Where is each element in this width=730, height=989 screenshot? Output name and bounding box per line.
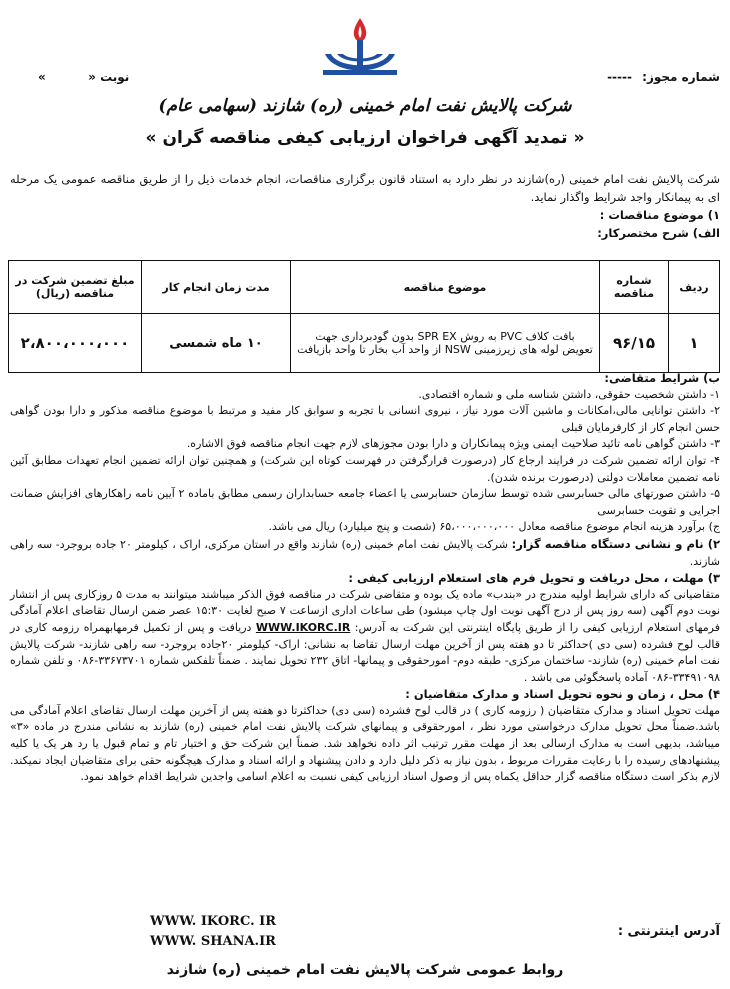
cell-duration: ۱۰ ماه شمسی [142,314,291,373]
subject-line-2: تعویض لوله های زیرزمینی NSW از واحد آب بخار تا واحد بازیافت [297,343,593,356]
condition-item-2: ۲- داشتن توانایی مالی،امکانات و ماشین آلات مورد نیاز ، نیروی انسانی با تجربه و سوابق کار مفید و مرتبط با موضوع مناقصه مذکور و دارا بودن گواهی حسن انجام کار از کارفرمایان قبلی [10,404,720,434]
intro-section [10,170,720,242]
round-label: نوبت « [88,70,130,84]
website-address-label: آدرس اینترنتی : [617,924,720,939]
col-header-subject: موضوع مناقصه [291,261,600,314]
section4-heading: ۴) محل ، زمان و نحوه تحویل اسناد و مدارک متقاضیان : [405,687,720,702]
cell-row: ۱ [669,314,720,373]
permit-value: ----- [607,70,632,84]
permit-label: شماره مجوز: [642,70,720,84]
condition-item-3: ۳- داشتن گواهی نامه تائید صلاحیت ایمنی ویژه پیمانکاران و دارا بودن مجوزهای لازم جهت انجام مناقصه فوق الاشاره. [186,437,720,451]
col-header-guarantee: مبلغ تضمین شرکت در مناقصه (ریال) [9,261,142,314]
page-title: « تمدید آگهی فراخوان ارزیابی کیفی مناقصه گران » [145,128,585,148]
intro-text: شرکت پالایش نفت امام خمینی (ره)شازند در نظر دارد به استناد قانون برگزاری مناقصات، انجام خدمات ذیل را از طریق مناقصه عمومی یک مرحله ای به پیمانکار واجد شرایط واگذار نماید. [10,172,720,204]
section3-text-before: متقاضیانی که دارای شرایط اولیه مندرج در «بندب» ماده یک بوده و متقاضی شرکت در مناقصه فوق الذکر میباشند میتوانند به مدت ۵ روزکاری پس از انتشار نوبت دوم آگهی (سه روز پس از درج آگهی نوبت اول چاپ میشود) طی ساعات اداری ازساعت ۷ صبح لغایت ۱۵:۳۰ عصر ضمن ارسال تقاضای اعلام آمادگی فرمهای استعلام ارزیابی کیفی را از طریق پایگاه اینترنتی این شرکت به آدرس: [10,587,721,634]
section3-text-after: دریافت و پس از تکمیل فرمهابهمراه رزومه کاری در قالب لوح فشرده (سی دی )حداکثر تا دو هفته پس از آخرین مهلت ارسال تقاضا به نشانی: اراک- کیلومتر ۲۰جاده بروجرد- سه راهی شازند- شرکت پالایش نفت امام خمینی (ره) شازند- ساختمان مرکزی- طبقه دوم- امورحقوقی و پیمانها- اتاق ۲۳۲ تحویل نمایند . ضمناً تلفکس شماره ۳۳۶۷۳۷۰۱-۰۸۶ و تلفن شماره ۳۳۴۹۱۰۹۸-۰۸۶ آماده پاسخگوئی می باشد . [10,620,720,684]
section1-heading: ۱) موضوع مناقصات : [599,208,720,222]
cell-subject [291,314,600,373]
cost-estimate: ج) برآورد هزینه انجام موضوع مناقصه معادل ۶۵،۰۰۰،۰۰۰،۰۰۰ (شصت و پنج میلیارد) ریال می باشد. [268,520,720,534]
conditions-heading: ب) شرایط متقاضی: [604,371,720,385]
company-name: شرکت پالایش نفت امام خمینی (ره) شازند (سهامی عام) [158,96,572,116]
subject-line-1: بافت کلاف PVC به روش SPR EX بدون گودبرداری جهت [315,330,575,343]
section3-heading: ۳) مهلت ، محل دریافت و تحویل فرم های استعلام ارزیابی کیفی : [348,571,720,586]
section2-text: شرکت پالایش نفت امام خمینی (ره) شازند واقع در استان مرکزی، اراک ، کیلومتر ۲۰ جاده بروجرد- سه راهی شازند. [10,537,720,568]
section4-text: مهلت تحویل اسناد و مدارک متقاضیان ( رزومه کاری ) در قالب لوح فشرده (سی دی) حداکثرتا دو هفته پس از آخرین مهلت ارسال تقاضای اعلام آمادگی می باشد.ضمناً محل تحویل مدارک درخواستی مورد نظر ، امورحقوقی و پیمانهای شرکت پالایش نفت امام خمینی (ره) شازند به نشانی مندرج در ماده «۳» میباشد، بدیهی است به مدارک ارسالی بعد از مهلت مقرر ترتیب اثر داده نخواهد شد. ضمناً این شرکت حق و اختیار تام و تمام قبول یا رد هر یک یا کلیه پیشنهادهای رسیده را با رعایت مقررات مربوط ، بدون نیاز به ذکر دلیل دارد و دادن پیشنهاد و ارائه اسناد و مدارک هیچگونه حقی برای متقاضیان ایجاد نمیکند. لازم بذکر است دستگاه مناقصه گزار حداقل یکماه پس از وصول اسناد ارزیابی کیفی نسبت به اعلام اسامی واجدین شرایط اقدام خواهد نمود. [10,703,720,784]
section2-heading: ۲) نام و نشانی دستگاه مناقصه گزار: [511,536,721,551]
col-header-number: شماره مناقصه [600,261,669,314]
conditions-section [10,370,720,786]
ikorc-website-link[interactable]: WWW.IKORC.IR [255,620,351,634]
website-ikorc[interactable]: WWW. IKORC. IR [150,914,277,929]
round-value: » [38,70,46,84]
section1-subheading: الف) شرح مختصرکار: [597,226,720,240]
announcement-round [38,70,129,84]
public-relations-signature: روابط عمومی شرکت پالایش نفت امام خمینی (ره) شازند [166,962,564,978]
condition-item-4: ۴- توان ارائه تضمین شرکت در فرایند ارجاع کار (درصورت قرارگرفتن در فهرست کوتاه این شرکت) و همچنین توان ارائه تضمین انجام تعهدات مطابق آئین نامه تضمین معاملات دولتی (درصورت برنده شدن). [10,453,720,484]
table-row [9,314,720,373]
section3-body [10,587,720,687]
table-header-row [9,261,720,314]
tender-table [8,260,720,373]
col-header-row: ردیف [669,261,720,314]
oil-company-logo-icon [305,14,415,94]
cell-guarantee: ۲،۸۰۰،۰۰۰،۰۰۰ [9,314,142,373]
website-shana[interactable]: WWW. SHANA.IR [150,934,276,949]
permit-number [607,70,720,84]
section2 [10,536,720,570]
condition-item-1: ۱- داشتن شخصیت حقوقی، داشتن شناسه ملی و شماره اقتصادی. [418,387,720,401]
condition-item-5: ۵- داشتن صورتهای مالی حسابرسی شده توسط سازمان حسابرسی یا اعضاء جامعه حسابداران رسمی مطابق باماده ۲ آیین نامه راهکارهای افزایش ضمانت اجرایی و تقویت حسابرسی [10,487,720,517]
col-header-duration: مدت زمان انجام کار [142,261,291,314]
cell-number: ۹۶/۱۵ [600,314,669,373]
